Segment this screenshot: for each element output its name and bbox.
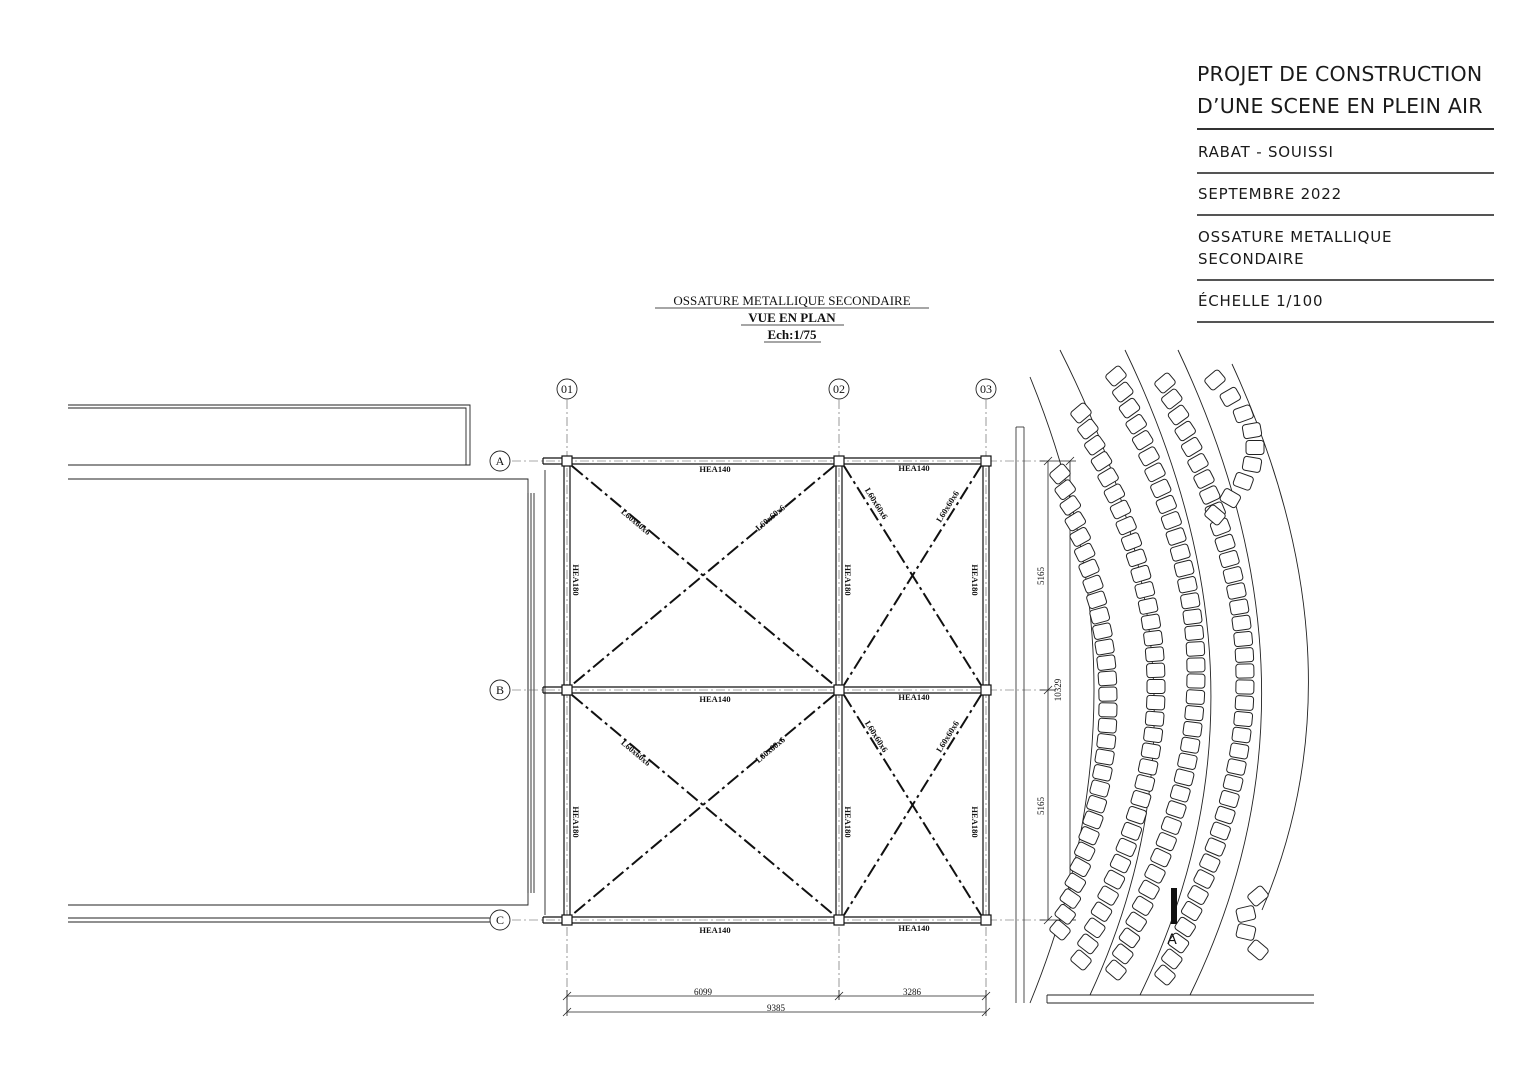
seat	[1232, 404, 1254, 423]
seat	[1236, 905, 1257, 923]
seat	[1145, 647, 1164, 662]
seat	[1121, 822, 1143, 842]
brace-label: L60x60x6	[933, 718, 962, 755]
seat	[1098, 671, 1117, 686]
seat	[1247, 939, 1270, 961]
seat	[1247, 885, 1270, 907]
drawing-title-line1: OSSATURE METALLIQUE SECONDAIRE	[673, 293, 911, 308]
scale-row: ÉCHELLE 1/100	[1197, 281, 1494, 323]
column-label: HEA180	[571, 564, 581, 596]
brace-labels	[619, 486, 961, 768]
axis-label-B: B	[495, 683, 505, 697]
seat	[1174, 560, 1195, 578]
seat	[1223, 774, 1244, 792]
dimension-bay2: 3286	[903, 987, 921, 997]
project-title-line2: D’UNE SCENE EN PLEIN AIR	[1197, 94, 1483, 118]
beam-label: HEA140	[898, 923, 930, 933]
seat	[1146, 663, 1165, 678]
seat	[1187, 674, 1205, 688]
seat	[1170, 543, 1191, 561]
brace-label: L60x60x6	[753, 734, 787, 765]
axis-label-03: 03	[980, 382, 992, 396]
seat	[1097, 733, 1117, 749]
seat	[1229, 743, 1249, 760]
beams	[543, 458, 990, 923]
seat	[1095, 749, 1115, 766]
seat	[1138, 758, 1158, 775]
seat	[1186, 690, 1205, 705]
seat	[1143, 630, 1163, 646]
seat	[1186, 641, 1205, 656]
seat	[1183, 609, 1203, 625]
seat	[1234, 711, 1253, 727]
axis-label-02: 02	[833, 382, 845, 396]
drawing-title-line3: Ech:1/75	[767, 327, 817, 342]
section-mark	[1167, 888, 1177, 948]
sheet-title-line2: SECONDAIRE	[1198, 250, 1305, 268]
seat	[1180, 737, 1200, 754]
seat	[1183, 721, 1203, 737]
sheet-title-line1: OSSATURE METALLIQUE	[1198, 228, 1393, 246]
beam-label: HEA140	[699, 925, 731, 935]
seat	[1121, 532, 1143, 552]
title-block	[1197, 58, 1494, 323]
seat	[1232, 615, 1252, 631]
seat	[1126, 806, 1148, 825]
seat	[1161, 816, 1183, 835]
seat	[1219, 386, 1242, 407]
seat	[1226, 582, 1247, 599]
bracing	[572, 466, 981, 915]
seat	[1187, 658, 1205, 672]
seat	[1210, 821, 1232, 840]
seat	[1147, 680, 1165, 694]
seat	[1099, 687, 1117, 701]
seat	[1223, 566, 1244, 584]
seat	[1130, 565, 1151, 584]
seat	[1092, 622, 1113, 640]
beam-labels	[699, 463, 929, 935]
seat	[1235, 696, 1254, 711]
seat	[1234, 631, 1253, 647]
brace-label: L60x60x6	[753, 502, 787, 533]
seat	[1236, 664, 1254, 678]
drawing-title	[655, 293, 929, 342]
seat	[1235, 648, 1254, 663]
seat	[1143, 727, 1163, 743]
date-row: SEPTEMBRE 2022	[1197, 174, 1494, 216]
seat	[1099, 703, 1117, 717]
dimension-total-width: 9385	[767, 1003, 785, 1013]
seat	[1177, 576, 1198, 593]
seat	[1242, 456, 1262, 473]
column-label: HEA180	[571, 806, 581, 838]
seat	[1089, 606, 1110, 624]
dimension-half-top: 5165	[1036, 567, 1046, 585]
brace-label: L60x60x6	[862, 485, 891, 522]
project-title-line1: PROJET DE CONSTRUCTION	[1197, 62, 1483, 86]
seat	[1126, 548, 1148, 567]
seat	[1229, 599, 1249, 616]
column-label: HEA180	[970, 564, 980, 596]
location-row: RABAT - SOUISSI	[1197, 130, 1494, 174]
seat	[1219, 550, 1240, 568]
seat	[1180, 592, 1200, 609]
seat	[1170, 784, 1191, 802]
seat	[1165, 800, 1186, 819]
seat	[1092, 764, 1113, 782]
seat	[1185, 625, 1204, 641]
axis-label-C: C	[495, 913, 505, 927]
seat	[1232, 472, 1254, 491]
seat	[1214, 534, 1235, 553]
seat	[1141, 743, 1161, 760]
axis-label-A: A	[495, 454, 505, 468]
brace-label: L60x60x6	[862, 718, 891, 755]
seat	[1165, 527, 1186, 546]
seat	[1134, 774, 1155, 792]
project-title	[1197, 58, 1494, 130]
seat	[1095, 639, 1115, 656]
column-nodes	[562, 456, 991, 925]
columns	[564, 458, 989, 923]
seat	[1204, 369, 1227, 391]
seat	[1242, 422, 1262, 439]
seat	[1236, 680, 1254, 694]
seat	[1246, 441, 1264, 455]
seat	[1232, 727, 1252, 743]
section-mark-label: A	[1167, 932, 1177, 948]
stage-platform	[68, 405, 545, 922]
brace-label: L60x60x6	[933, 488, 962, 525]
dimension-bay1: 6099	[694, 987, 712, 997]
seat	[1089, 779, 1110, 797]
seat	[1138, 597, 1158, 614]
column-label: HEA180	[970, 806, 980, 838]
column-label: HEA180	[843, 564, 853, 596]
axis-label-01: 01	[561, 382, 573, 396]
seat	[1134, 581, 1155, 599]
seat	[1098, 718, 1117, 733]
seat	[1146, 695, 1165, 710]
dimension-total-height: 10329	[1053, 678, 1063, 702]
seat	[1161, 511, 1183, 530]
seat	[1219, 790, 1240, 808]
brace-label: L60x60x6	[619, 737, 653, 768]
beam-label: HEA140	[699, 464, 731, 474]
sheet-title-row	[1197, 216, 1494, 281]
drawing-title-line2: VUE EN PLAN	[748, 310, 836, 325]
seat	[1145, 711, 1164, 726]
seat	[1214, 806, 1235, 825]
seat	[1236, 923, 1257, 941]
beam-label: HEA140	[898, 692, 930, 702]
beam-label: HEA140	[898, 463, 930, 473]
dimension-half-bottom: 5165	[1036, 797, 1046, 815]
seat	[1185, 705, 1204, 721]
seat	[1226, 758, 1247, 775]
column-label: HEA180	[843, 806, 853, 838]
brace-label: L60x60x6	[619, 506, 653, 537]
seat	[1097, 655, 1117, 671]
seat	[1177, 753, 1198, 770]
beam-label: HEA140	[699, 694, 731, 704]
seat	[1141, 614, 1161, 631]
seat	[1130, 790, 1151, 809]
seat	[1174, 768, 1195, 786]
